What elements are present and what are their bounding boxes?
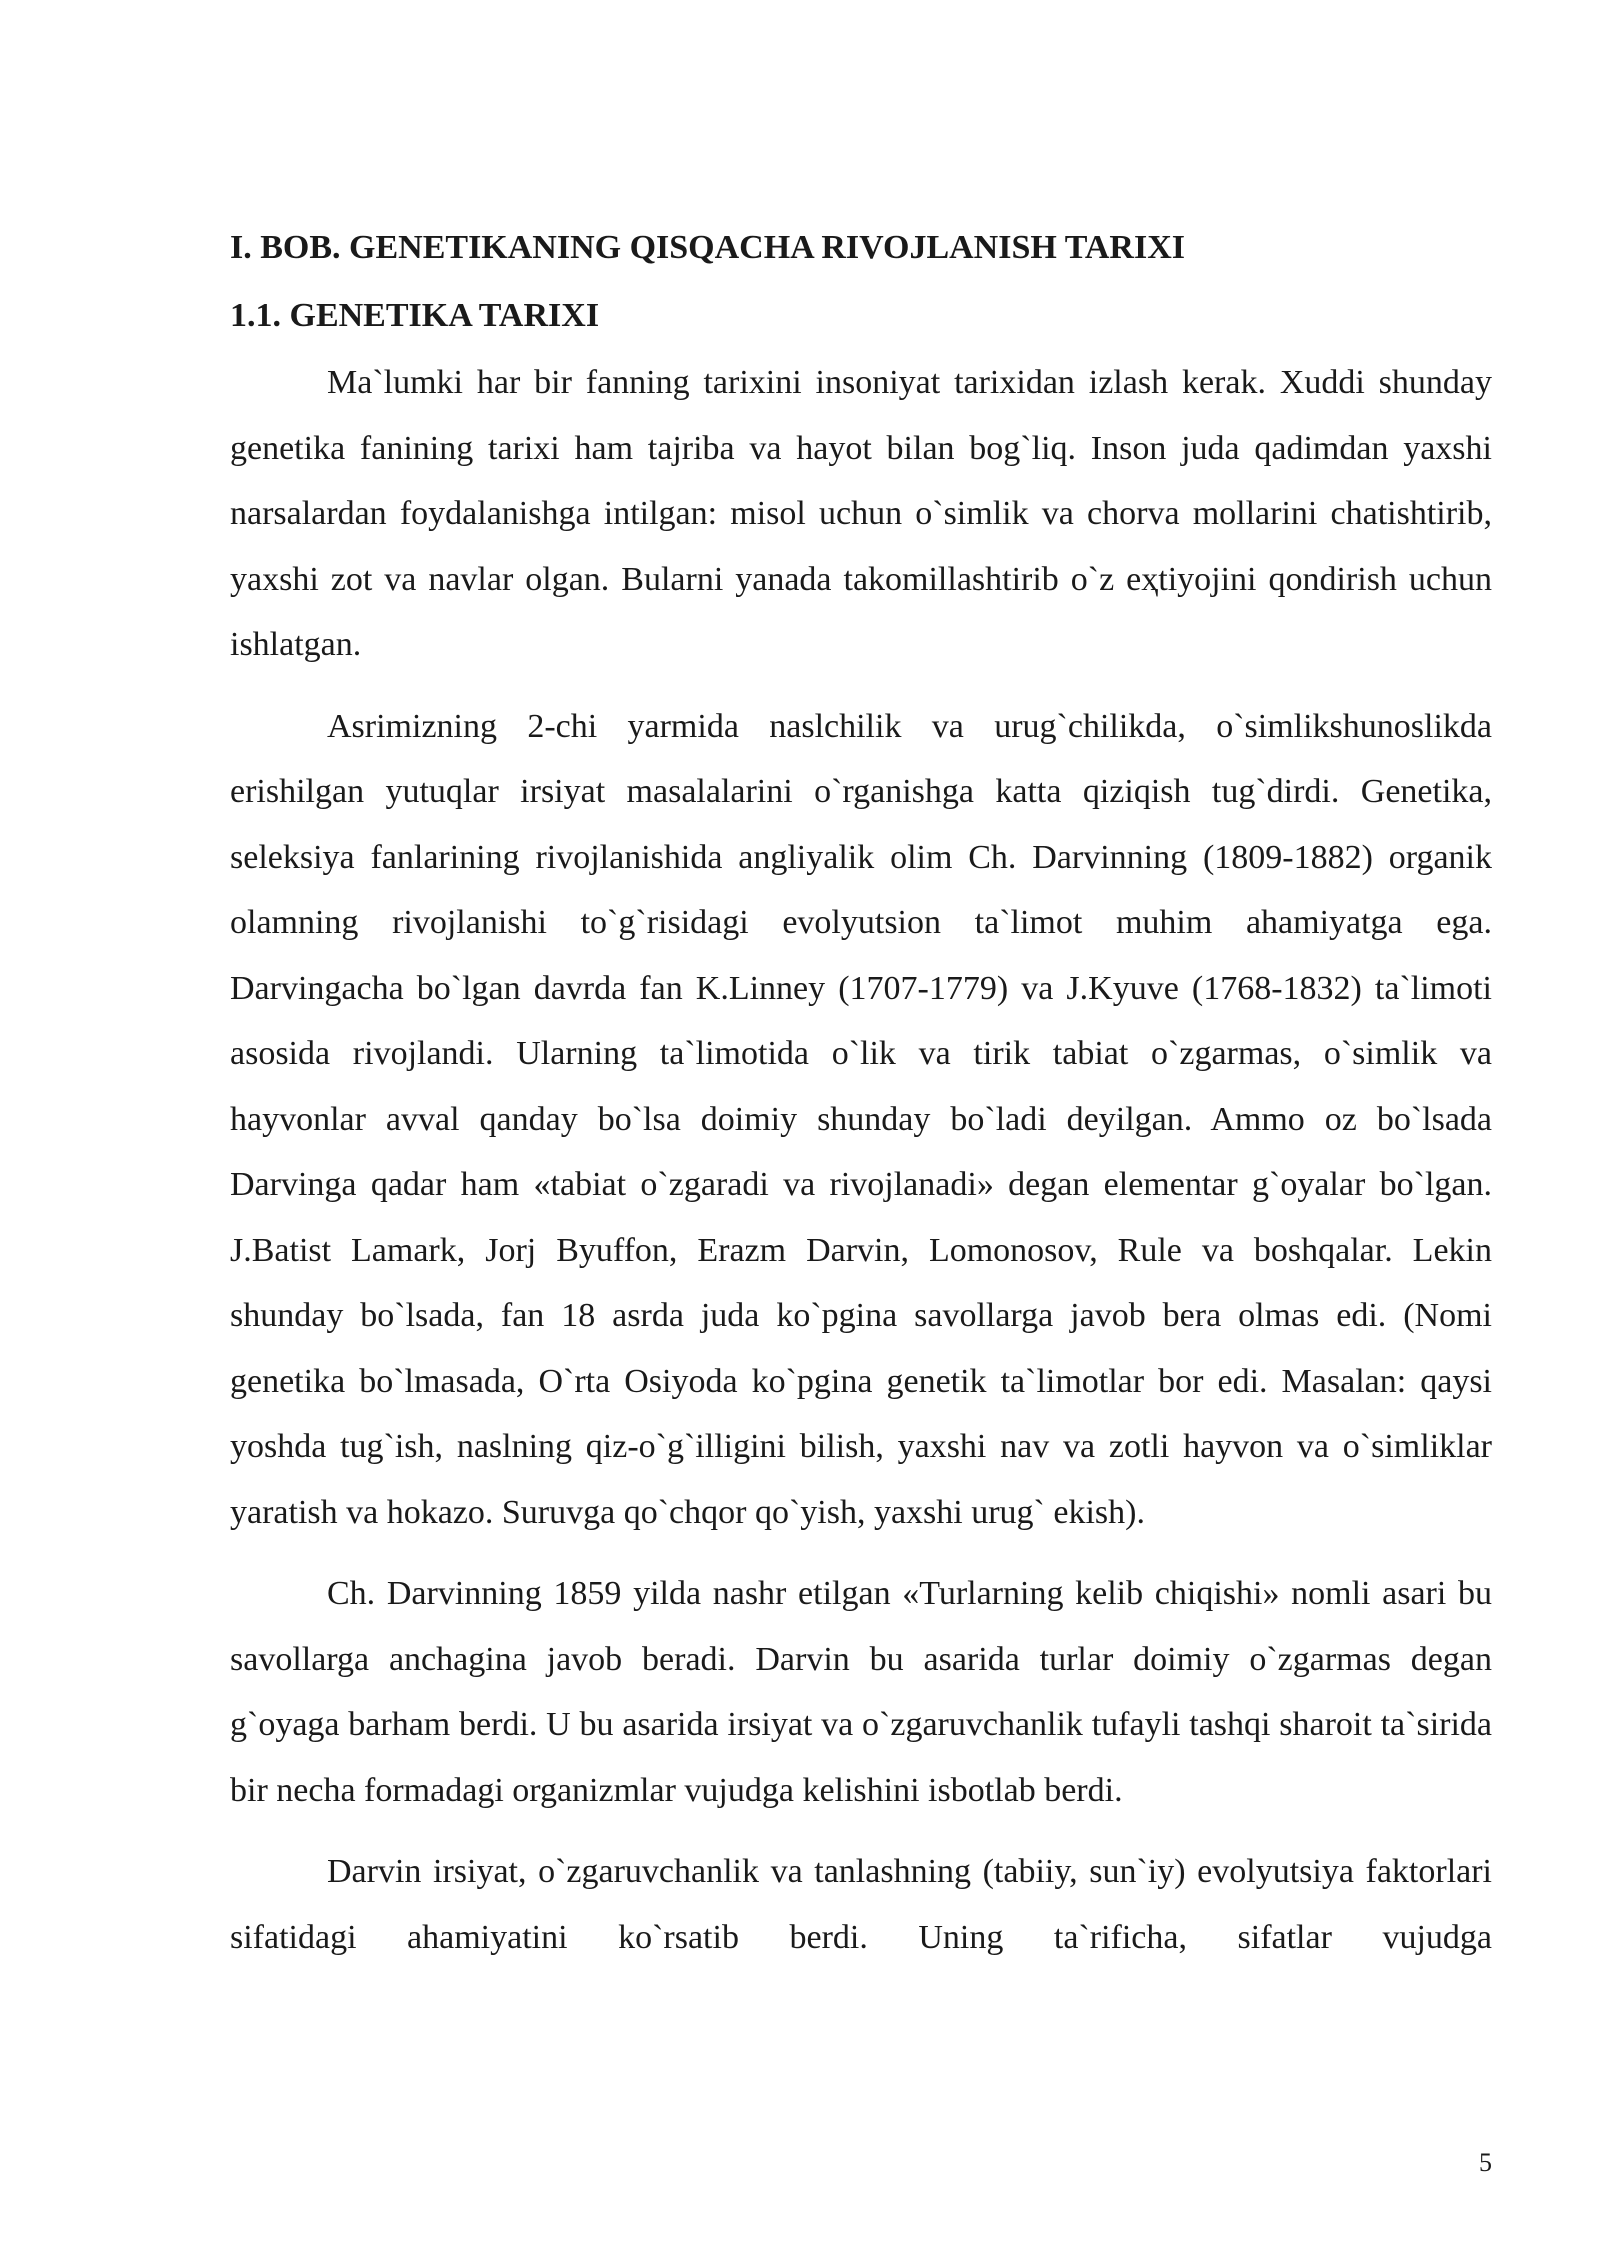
page-content [230,214,1492,1986]
paragraph-3: Ch. Darvinning 1859 yilda nashr etilgan «Turlarning kelib chiqishi» nomli asari bu savollarga anchagina javob beradi. Darvin bu asarida turlar doimiy o`zgarmas degan g`oyaga barham berdi. U bu asarida irsiyat va o`zgaruvchanlik tufayli tashqi sharoit ta`sirida bir necha formadagi organizmlar vujudga kelishini isbotlab berdi. [230,1575,1492,1809]
section-heading: 1.1. GENETIKA TARIXI [230,297,600,334]
page-number: 5 [1479,2148,1492,2177]
paragraph-2: Asrimizning 2-chi yarmida naslchilik va urug`chilikda, o`simlikshunoslikda erishilgan yutuqlar irsiyat masalalarini o`rganishga katta qiziqish tug`dirdi. Genetika, seleksiya fanlarining rivojlanishida angliyalik olim Ch. Darvinning (1809-1882) organik olamning rivojlanishi to`g`risidagi evolyutsion ta`limot muhim ahamiyatga ega. Darvingacha bo`lgan davrda fan K.Linney (1707-1779) va J.Kyuve (1768-1832) ta`limoti asosida rivojlandi. Ularning ta`limotida o`lik va tirik tabiat o`zgarmas, o`simlik va hayvonlar avval qanday bo`lsa doimiy shunday bo`ladi deyilgan. Ammo oz bo`lsada Darvinga qadar ham «tabiat o`zgaradi va rivojlanadi» degan elementar g`oyalar bo`lgan. J.Batist Lamark, Jorj Byuffon, Erazm Darvin, Lomonosov, Rule va boshqalar. Lekin shunday bo`lsada, fan 18 asrda juda ko`pgina savollarga javob bera olmas edi. (Nomi genetika bo`lmasada, O`rta Osiyoda ko`pgina genetik ta`limotlar bor edi. Masalan: qaysi yoshda tug`ish, naslning qiz-o`g`illigini bilish, yaxshi nav va zotli hayvon va o`simliklar yaratish va hokazo. Suruvga qo`chqor qo`yish, yaxshi urug` ekish). [230,707,1492,1531]
paragraph-1: Ma`lumki har bir fanning tarixini insoniyat tarixidan izlash kerak. Xuddi shunday genetika fanining tarixi ham tajriba va hayot bilan bog`liq. Inson juda qadimdan yaxshi narsalardan foydalanishga intilgan: misol uchun o`simlik va chorva mollarini chatishtirib, yaxshi zot va navlar olgan. Bularni yanada takomillashtirib o`z eҳtiyojini qondirish uchun ishlatgan. [230,364,1492,663]
paragraph-4: Darvin irsiyat, o`zgaruvchanlik va tanlashning (tabiiy, sun`iy) evolyutsiya faktorlari sifatidagi ahamiyatini ko`rsatib berdi. Uning ta`rificha, sifatlar vujudga [230,1853,1492,1956]
chapter-heading: I. BOB. GENETIKANING QISQACHA RIVOJLANISH TARIXI [230,229,1185,266]
